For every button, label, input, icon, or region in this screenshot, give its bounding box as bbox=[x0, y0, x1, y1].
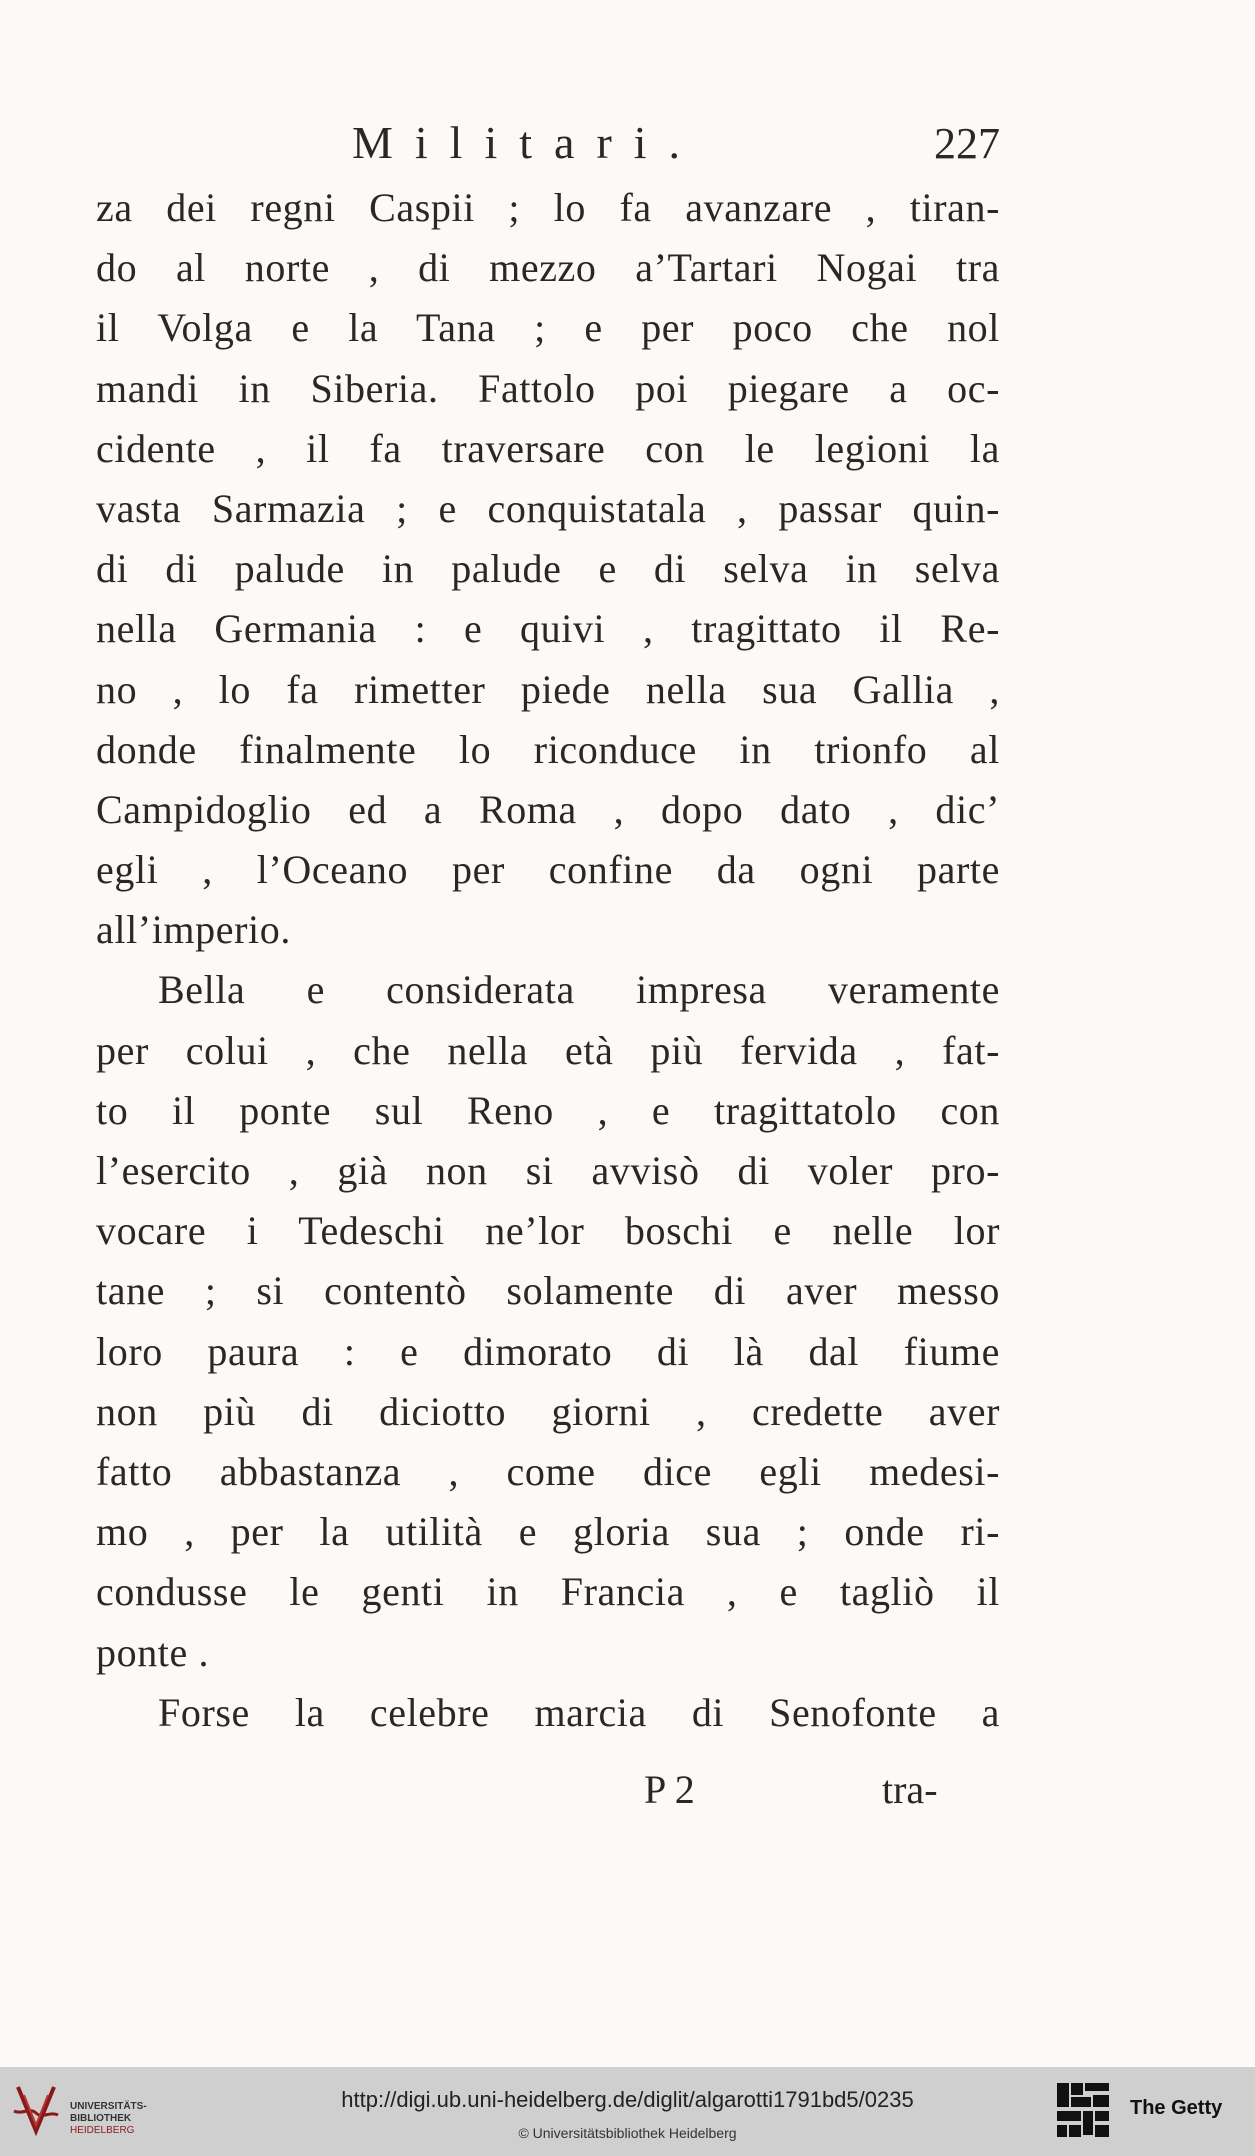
text-line: tane ; si contentò solamente di aver messo bbox=[96, 1268, 1000, 1314]
text-line: ponte . bbox=[96, 1629, 210, 1675]
getty-label: The Getty bbox=[1130, 2097, 1223, 2119]
signature-mark: P 2 bbox=[644, 1767, 695, 1812]
text-line: nella Germania : e quivi , tragittato il Re- bbox=[96, 606, 1000, 652]
getty-logo bbox=[1055, 2081, 1113, 2141]
catchword: tra- bbox=[882, 1767, 938, 1812]
text-line: vocare i Tedeschi ne’lor boschi e nelle lor bbox=[96, 1208, 1000, 1254]
source-url-link[interactable]: http://digi.ub.uni-heidelberg.de/diglit/algarotti1791bd5/0235 bbox=[341, 2087, 914, 2112]
text-line: vasta Sarmazia ; e conquistatala , passar quin- bbox=[96, 485, 1000, 531]
text-line: l’esercito , già non si avvisò di voler pro- bbox=[96, 1148, 1000, 1193]
text-line: no , lo fa rimetter piede nella sua Gallia , bbox=[96, 666, 1000, 712]
copyright-notice: © Universitätsbibliothek Heidelberg bbox=[518, 2125, 737, 2141]
text-line: za dei regni Caspii ; lo fa avanzare , tiran- bbox=[96, 185, 1000, 230]
getty-logo-icon bbox=[1055, 2081, 1113, 2141]
text-line: non più di diciotto giorni , credette aver bbox=[96, 1388, 1000, 1434]
ub-logo-line: HEIDELBERG bbox=[70, 2125, 135, 2136]
page-number: 227 bbox=[934, 119, 1000, 168]
text-line: do al norte , di mezzo a’Tartari Nogai tra bbox=[96, 245, 1000, 291]
text-line: condusse le genti in Francia , e tagliò il bbox=[96, 1569, 1000, 1615]
text-line: all’imperio. bbox=[96, 907, 291, 953]
text-line: mandi in Siberia. Fattolo poi piegare a oc- bbox=[96, 365, 1000, 411]
body-text bbox=[96, 178, 1000, 1743]
text-line: per colui , che nella età più fervida , fat- bbox=[96, 1027, 1000, 1073]
text-line: Campidoglio ed a Roma , dopo dato , dic’ bbox=[96, 786, 1000, 832]
running-head bbox=[352, 112, 1000, 172]
text-line: donde finalmente lo riconduce in trionfo al bbox=[96, 726, 1000, 772]
text-line: egli , l’Oceano per confine da ogni parte bbox=[96, 847, 1000, 893]
text-line: Forse la celebre marcia di Senofonte a bbox=[158, 1689, 1000, 1735]
text-line: fatto abbastanza , come dice egli medesi- bbox=[96, 1448, 1000, 1494]
text-line: cidente , il fa traversare con le legioni la bbox=[96, 425, 1000, 471]
running-title: Militari. bbox=[352, 117, 703, 168]
ub-logo-line: UNIVERSITÄTS- bbox=[70, 2101, 147, 2112]
text-line: il Volga e la Tana ; e per poco che nol bbox=[96, 305, 1000, 351]
text-line: di di palude in palude e di selva in selva bbox=[96, 546, 1000, 592]
text-line: mo , per la utilità e gloria sua ; onde ri- bbox=[96, 1509, 1000, 1555]
ub-logo-line: BIBLIOTHEK bbox=[70, 2113, 132, 2124]
page-footer-line bbox=[96, 1760, 1000, 1820]
text-line: Bella e considerata impresa veramente bbox=[158, 967, 1000, 1013]
text-line: loro paura : e dimorato di là dal fiume bbox=[96, 1328, 1000, 1374]
digitization-footer bbox=[0, 2067, 1255, 2156]
text-line: to il ponte sul Reno , e tragittatolo con bbox=[96, 1087, 1000, 1133]
